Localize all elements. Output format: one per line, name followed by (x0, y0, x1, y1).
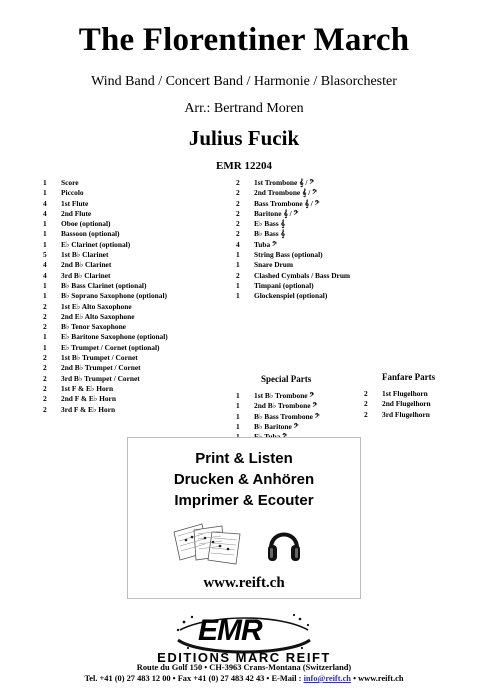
ensemble-subtitle: Wind Band / Concert Band / Harmonie / Blasorchester (91, 74, 397, 89)
part-quantity: 2 (364, 389, 368, 398)
part-name: B♭ Baritone 𝄢 (254, 421, 299, 431)
part-row (43, 322, 233, 332)
part-name: 1st F & E♭ Horn (61, 383, 114, 393)
part-name: 1st B♭ Trombone 𝄢 (254, 391, 315, 400)
part-name: 2nd E♭ Alto Saxophone (61, 311, 135, 321)
part-row (43, 281, 233, 291)
part-quantity: 2 (236, 219, 240, 229)
contact-website: • www.reift.ch (350, 674, 404, 683)
part-name: 3rd F & E♭ Horn (61, 404, 116, 414)
part-row (236, 391, 366, 401)
part-row (236, 240, 416, 250)
part-name: Piccolo (61, 188, 84, 198)
part-name: 1st E♭ Alto Saxophone (61, 301, 132, 311)
part-name: Baritone 𝄞 / 𝄢 (254, 208, 299, 218)
part-row (364, 410, 464, 420)
part-row (236, 188, 416, 198)
part-quantity: 2 (43, 322, 47, 332)
part-name: 3rd B♭ Clarinet (61, 270, 111, 280)
fanfare-parts-list (364, 389, 464, 420)
part-quantity: 1 (43, 239, 47, 249)
part-name: E♭ Baritone Saxophone (optional) (61, 332, 168, 342)
part-quantity: 2 (43, 363, 47, 373)
part-name: Oboe (optional) (61, 219, 111, 229)
part-quantity: 1 (43, 291, 47, 301)
part-quantity: 1 (236, 391, 240, 400)
part-name: 2nd B♭ Trumpet / Cornet (61, 363, 141, 373)
part-name: 3rd Flugelhorn (382, 409, 430, 419)
part-quantity: 1 (43, 178, 47, 187)
part-quantity: 1 (236, 401, 240, 411)
part-name: Snare Drum (254, 260, 294, 270)
part-quantity: 5 (43, 250, 47, 260)
part-row (43, 291, 233, 301)
part-quantity: 4 (43, 260, 47, 270)
part-name: Glockenspiel (optional) (254, 291, 328, 301)
part-name: 3rd B♭ Trumpet / Cornet (61, 373, 140, 383)
part-quantity: 1 (236, 421, 240, 431)
arranger-credit: Arr.: Bertrand Moren (184, 101, 304, 116)
page-title: The Florentiner March (78, 22, 410, 58)
part-quantity: 2 (364, 409, 368, 419)
part-quantity: 1 (236, 411, 240, 421)
part-quantity: 2 (236, 270, 240, 280)
part-quantity: 2 (364, 399, 368, 409)
parts-list-left (43, 178, 233, 415)
part-row (43, 271, 233, 281)
part-name: Score (61, 178, 79, 187)
part-quantity: 1 (43, 342, 47, 352)
sheet-music-icon (172, 522, 244, 566)
part-row (236, 281, 416, 291)
part-row (236, 178, 416, 188)
parts-list-right (236, 178, 416, 302)
publisher-address: Route du Golf 150 • CH-3963 Crans-Montana (Switzerland) (136, 663, 352, 672)
part-name: 1st B♭ Clarinet (61, 250, 109, 260)
part-row (43, 188, 233, 198)
contact-phone-fax: Tel. +41 (0) 27 483 12 00 • Fax +41 (0) 27 483 42 43 • E-Mail : (84, 674, 304, 683)
part-row (236, 401, 366, 411)
part-quantity: 4 (43, 270, 47, 280)
part-name: Tuba 𝄢 (254, 239, 277, 249)
part-name: 1st Trombone 𝄞 / 𝄢 (254, 178, 315, 187)
part-row (236, 229, 416, 239)
part-name: Bass Trombone 𝄞 / 𝄢 (254, 198, 320, 208)
promo-line-print-listen: Print & Listen (195, 450, 293, 467)
part-name: Clashed Cymbals / Bass Drum (254, 270, 351, 280)
part-row (43, 374, 233, 384)
promo-line-drucken: Drucken & Anhören (173, 471, 315, 488)
part-row (236, 291, 416, 301)
part-row (43, 240, 233, 250)
part-quantity: 2 (43, 373, 47, 383)
part-name: 1st Flute (61, 198, 89, 208)
special-parts-heading: Special Parts (261, 374, 312, 384)
part-quantity: 2 (43, 383, 47, 393)
headphones-icon (266, 522, 302, 564)
contact-email-link[interactable]: info@reift.ch (303, 674, 351, 683)
part-row (236, 412, 366, 422)
part-name: 2nd F & E♭ Horn (61, 394, 116, 404)
part-row (43, 199, 233, 209)
part-quantity: 2 (236, 198, 240, 208)
composer-name: Julius Fucik (188, 126, 300, 150)
part-quantity: 4 (43, 208, 47, 218)
part-quantity: 1 (43, 280, 47, 290)
part-row (43, 302, 233, 312)
part-name: 2nd B♭ Trombone 𝄢 (254, 401, 318, 411)
part-quantity: 2 (43, 311, 47, 321)
emr-logo-text: EMR (198, 614, 262, 647)
part-quantity: 4 (236, 239, 240, 249)
part-row (43, 343, 233, 353)
part-quantity: 2 (43, 394, 47, 404)
part-row (236, 260, 416, 270)
part-quantity: 1 (236, 260, 240, 270)
part-quantity: 2 (43, 404, 47, 414)
part-name: 1st Flugelhorn (382, 389, 428, 398)
part-row (43, 312, 233, 322)
part-quantity: 1 (43, 332, 47, 342)
part-name: 2nd Flugelhorn (382, 399, 431, 409)
part-quantity: 4 (43, 198, 47, 208)
part-row (43, 405, 233, 415)
part-name: String Bass (optional) (254, 250, 323, 260)
part-quantity: 2 (236, 188, 240, 198)
part-name: 1st B♭ Trumpet / Cornet (61, 353, 138, 363)
part-row (236, 271, 416, 281)
part-row (43, 209, 233, 219)
part-row (43, 384, 233, 394)
print-listen-banner[interactable] (127, 437, 361, 599)
publisher-contact (0, 674, 488, 683)
part-row (236, 209, 416, 219)
fanfare-parts-heading: Fanfare Parts (382, 372, 436, 382)
part-name: 2nd Trombone 𝄞 / 𝄢 (254, 188, 317, 198)
publisher-name: EDITIONS MARC REIFT (157, 650, 331, 665)
part-row (43, 229, 233, 239)
part-name: B♭ Bass 𝄞 (254, 229, 285, 239)
part-name: B♭ Tenor Saxophone (61, 322, 126, 332)
part-quantity: 2 (236, 208, 240, 218)
part-row (43, 363, 233, 373)
part-quantity: 1 (43, 188, 47, 198)
part-row (364, 399, 464, 409)
part-quantity: 1 (43, 219, 47, 229)
part-name: E♭ Clarinet (optional) (61, 239, 131, 249)
part-name: E♭ Trumpet / Cornet (optional) (61, 342, 160, 352)
part-quantity: 1 (236, 250, 240, 260)
part-quantity: 1 (236, 280, 240, 290)
part-row (43, 250, 233, 260)
part-name: B♭ Bass Trombone 𝄢 (254, 411, 320, 421)
part-name: 2nd Flute (61, 208, 92, 218)
part-quantity: 2 (43, 301, 47, 311)
part-name: B♭ Soprano Saxophone (optional) (61, 291, 167, 301)
part-name: Bassoon (optional) (61, 229, 120, 239)
part-quantity: 2 (43, 353, 47, 363)
part-row (43, 260, 233, 270)
part-row (364, 389, 464, 399)
part-row (43, 353, 233, 363)
part-row (236, 199, 416, 209)
part-quantity: 2 (236, 178, 240, 187)
part-name: Timpani (optional) (254, 280, 314, 290)
part-row (43, 178, 233, 188)
part-row (236, 219, 416, 229)
part-row (236, 250, 416, 260)
part-quantity: 1 (43, 229, 47, 239)
part-name: E♭ Bass 𝄞 (254, 219, 285, 229)
part-row (43, 332, 233, 342)
part-row (43, 219, 233, 229)
part-name: B♭ Bass Clarinet (optional) (61, 280, 147, 290)
part-name: 2nd B♭ Clarinet (61, 260, 112, 270)
promo-line-imprimer: Imprimer & Ecouter (174, 492, 314, 509)
part-quantity: 1 (236, 291, 240, 301)
part-quantity: 2 (236, 229, 240, 239)
part-row (43, 394, 233, 404)
promo-website-link[interactable]: www.reift.ch (203, 575, 285, 591)
part-row (236, 422, 366, 432)
catalog-number: EMR 12204 (216, 160, 272, 172)
